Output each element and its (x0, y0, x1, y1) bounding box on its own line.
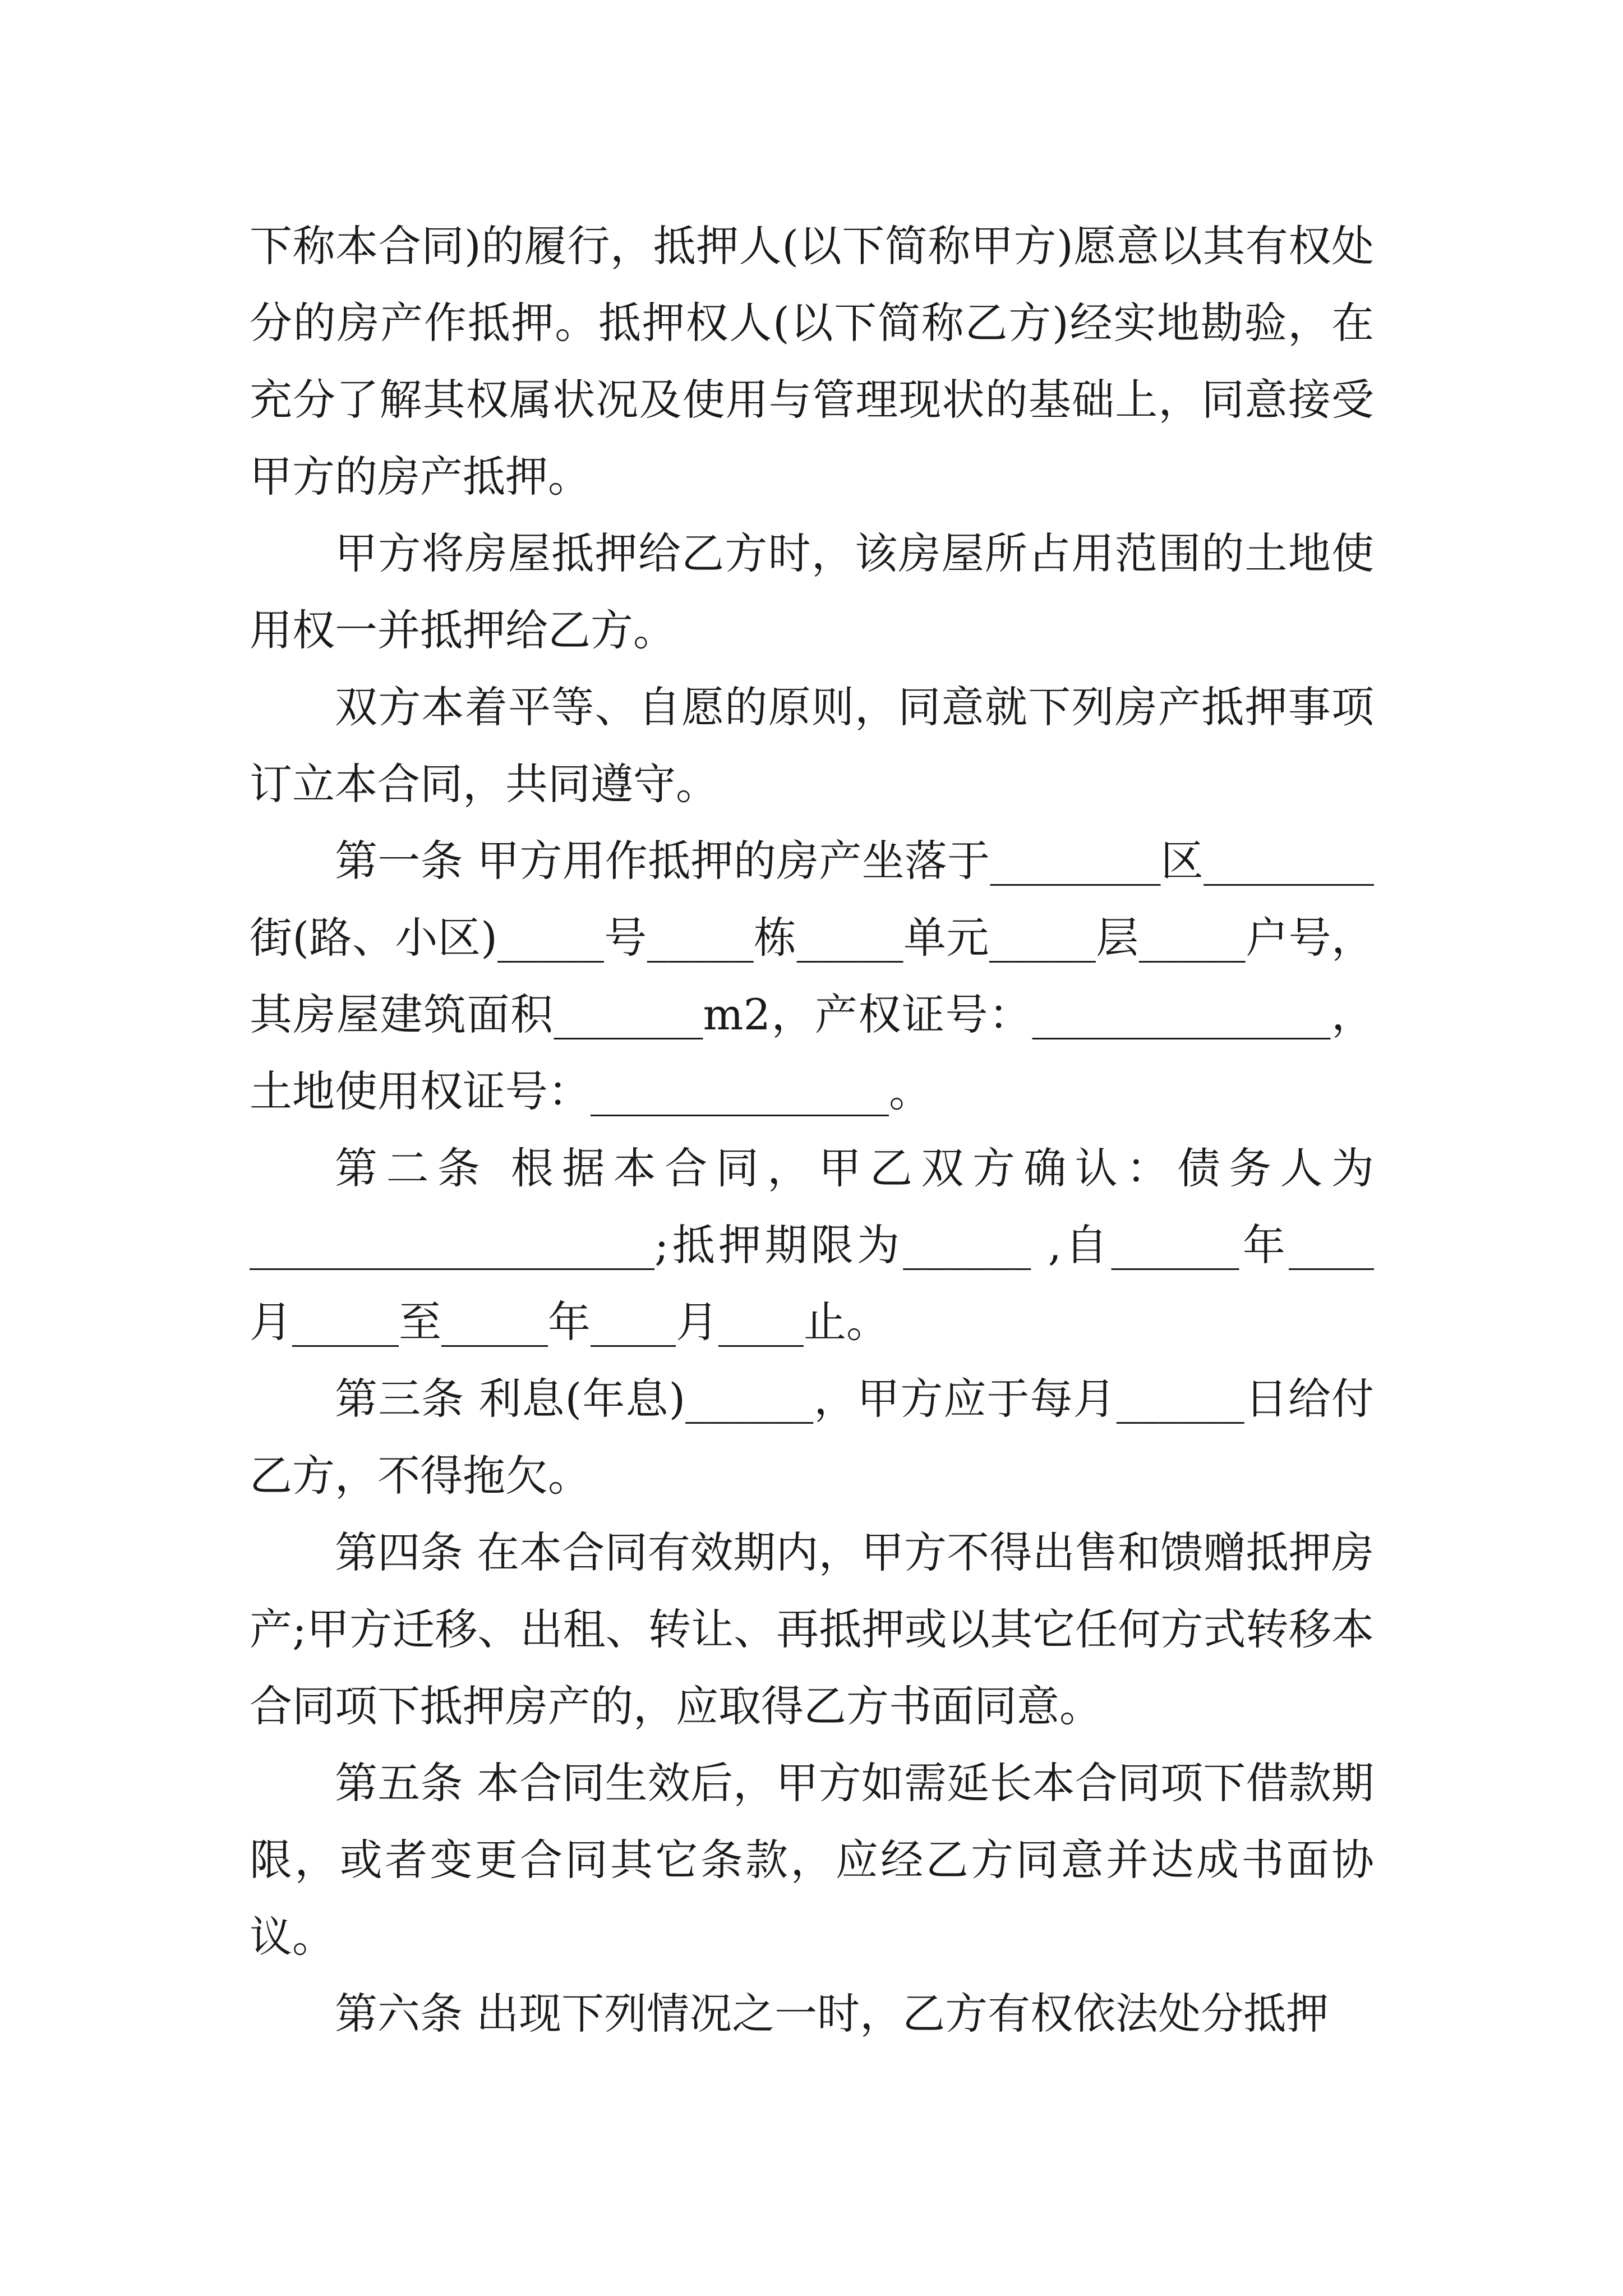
paragraph-continuation: 下称本合同)的履行，抵押人(以下简称甲方)愿意以其有权处分的房产作抵押。抵押权人(以下简称乙方)经实地勘验，在充分了解其权属状况及使用与管理现状的基础上，同意接受甲方的房产抵押。 (250, 221, 1374, 501)
article-5: 第五条 本合同生效后，甲方如需延长本合同项下借款期限，或者变更合同其它条款，应经乙方同意并达成书面协议。 (250, 1758, 1374, 1962)
article-1: 第一条 甲方用作抵押的房产坐落于________区________街(路、小区)_____号_____栋_____单元_____层_____户号，其房屋建筑面积_______m2，产权证号：______________，土地使用权证号：______________。 (250, 836, 1374, 1116)
article-3: 第三条 利息(年息)______，甲方应于每月______日给付乙方，不得拖欠。 (250, 1374, 1374, 1501)
paragraph-land-use-right: 甲方将房屋抵押给乙方时，该房屋所占用范围的土地使用权一并抵押给乙方。 (250, 528, 1374, 655)
article-6: 第六条 出现下列情况之一时，乙方有权依法处分抵押 (335, 1989, 1329, 2039)
document-body (250, 208, 1374, 2052)
article-4: 第四条 在本合同有效期内，甲方不得出售和馈赠抵押房产;甲方迁移、出租、转让、再抵押或以其它任何方式转移本合同项下抵押房产的，应取得乙方书面同意。 (250, 1527, 1374, 1731)
paragraph-equality-principle: 双方本着平等、自愿的原则，同意就下列房产抵押事项订立本合同，共同遵守。 (250, 682, 1374, 809)
article-2: 第二条 根据本合同，甲乙双方确认：债务人为___________________;抵押期限为______ ,自______年____月_____至_____年____月____止。 (250, 1143, 1374, 1347)
